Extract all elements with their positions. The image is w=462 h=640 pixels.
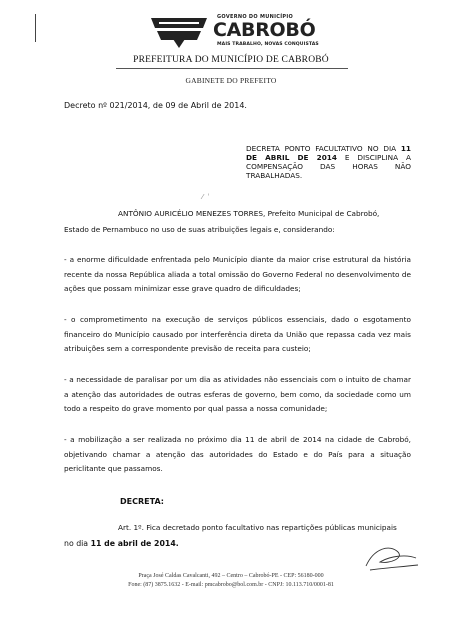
decree-summary: [246, 144, 411, 180]
considerando-2: - o comprometimento na execução de serviços públicos essenciais, dado o esgotamento financeiro do Município causado por interferência direta da União que repassa cada vez mais atribuições sem a correspondente previsão de receita para custeio;: [64, 315, 411, 353]
logo-small-text: GOVERNO DO MUNICÍPIO: [217, 14, 294, 20]
considerando-3: - a necessidade de paralisar por um dia as atividades não essenciais com o intuito de chamar a atenção das autoridades de outras esferas de governo, bem como, da sociedade como um todo a respeito do grave momento por qual passa a nossa comunidade;: [64, 375, 411, 413]
logo-name: CABROBÓ: [213, 19, 316, 41]
summary-part1: DECRETA PONTO FACULTATIVO NO DIA: [246, 144, 401, 153]
logo-emblem-icon: [147, 12, 211, 52]
decree-number-date: Decreto nº 021/2014, de 09 de Abril de 2014.: [64, 101, 247, 110]
gabinete-subtitle: GABINETE DO PREFEITO: [185, 76, 277, 85]
considerando-4: - a mobilização a ser realizada no próximo dia 11 de abril de 2014 na cidade de Cabrobó, objetivando chamar a atenção das autoridades do Estado e do País para a situação periclitante que passamos.: [64, 435, 411, 473]
article-1-line2: [64, 537, 411, 552]
footer-address: Praça José Caldas Cavalcanti, 492 – Centro – Cabrobó-PE - CEP: 56180-000: [138, 573, 324, 579]
municipal-logo: [147, 12, 327, 52]
scan-marks: ⁄ ʾ: [202, 193, 210, 201]
footer-contact: Fone: (87) 3875.1632 - E-mail: pmcabrobo@bol.com.br - CNPJ: 10.113.710/0001-81: [128, 582, 334, 588]
considerando-1: - a enorme dificuldade enfrentada pelo Município diante da maior crise estrutural da história recente da nossa República aliada a total omissão do Governo Federal no desenvolvimento de ações que possam minimizar esse grave quadro de dificuldades;: [64, 255, 411, 293]
opening-paragraph: ANTÔNIO AURICÉLIO MENEZES TORRES, Prefeito Municipal de Cabrobó,: [118, 209, 380, 218]
article-1-date-bold: 11 de abril de 2014.: [90, 539, 179, 548]
decreta-heading: DECRETA:: [120, 497, 164, 506]
article-1-prefix: no dia: [64, 539, 91, 548]
opening-continuation: Estado de Pernambuco no uso de suas atribuições legais e, considerando:: [64, 225, 335, 234]
header-divider: [116, 68, 348, 69]
article-1-line1: Art. 1º. Fica decretado ponto facultativo nas repartições públicas municipais: [118, 523, 397, 532]
signature-icon: [360, 540, 420, 575]
logo-tagline: MAIS TRABALHO, NOVAS CONQUISTAS: [217, 42, 319, 47]
prefeitura-title: PREFEITURA DO MUNICÍPIO DE CABROBÓ: [133, 55, 329, 65]
summary-part2: E DISCIPLINA A COMPENSAÇÃO DAS HORAS NÃO TRABALHADAS.: [246, 153, 411, 180]
summary-date-bold: 11 DE ABRIL DE 2014: [246, 144, 411, 162]
margin-mark: [35, 14, 36, 42]
